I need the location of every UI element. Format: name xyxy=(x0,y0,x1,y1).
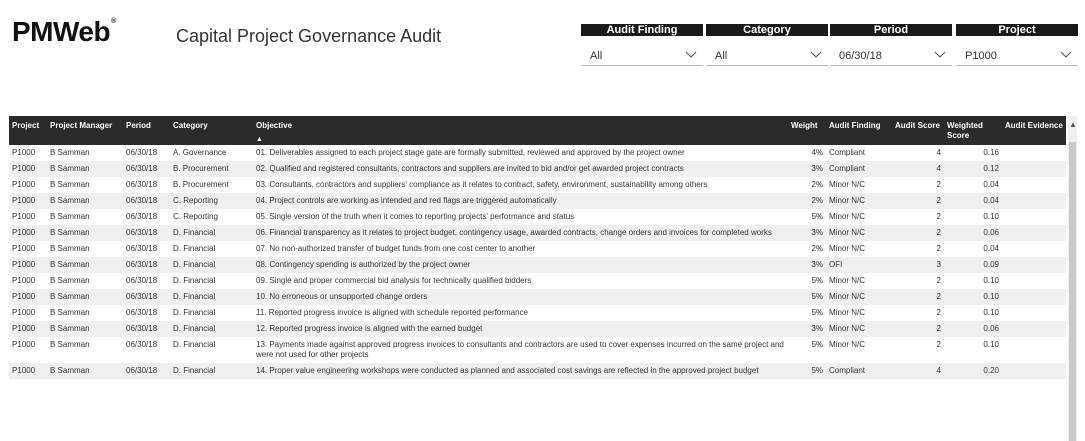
table-row[interactable] xyxy=(9,193,1066,209)
cell-project: P1000 xyxy=(9,161,47,177)
cell-objective: 01. Deliverables assigned to each project stage gate are formally submitted, reviewed and approved by the project owner xyxy=(253,145,788,161)
cell-audit-evidence xyxy=(1002,289,1066,305)
cell-category: D. Financial xyxy=(170,225,253,241)
cell-category: D. Financial xyxy=(170,273,253,289)
cell-audit-evidence xyxy=(1002,145,1066,161)
cell-weighted-score: 0.20 xyxy=(944,363,1002,379)
page-title: Capital Project Governance Audit xyxy=(176,26,442,46)
cell-audit-evidence xyxy=(1002,241,1066,257)
cell-weighted-score: 0.04 xyxy=(944,177,1002,193)
slicer-label: Category xyxy=(706,24,828,36)
cell-project-manager: B Samman xyxy=(47,305,123,321)
sort-ascending-icon: ▲ xyxy=(256,136,263,143)
cell-period: 06/30/18 xyxy=(123,241,170,257)
cell-audit-finding: Minor N/C xyxy=(826,337,892,363)
cell-period: 06/30/18 xyxy=(123,257,170,273)
cell-project: P1000 xyxy=(9,363,47,379)
cell-project-manager: B Samman xyxy=(47,321,123,337)
cell-weight: 3% xyxy=(788,321,826,337)
column-header-audit-score[interactable]: Audit Score xyxy=(892,116,944,145)
cell-weighted-score: 0.12 xyxy=(944,161,1002,177)
slicer-value: All xyxy=(715,50,728,62)
table-row[interactable] xyxy=(9,337,1066,363)
cell-audit-finding: Minor N/C xyxy=(826,209,892,225)
period-dropdown[interactable] xyxy=(830,45,952,66)
chevron-down-icon xyxy=(934,51,946,59)
cell-objective: 07. No non-authorized transfer of budget funds from one cost center to another xyxy=(253,241,788,257)
slicer-period[interactable] xyxy=(830,24,952,66)
cell-audit-score: 2 xyxy=(892,177,944,193)
cell-project: P1000 xyxy=(9,177,47,193)
slicer-label: Project xyxy=(956,24,1078,36)
cell-project: P1000 xyxy=(9,321,47,337)
cell-weighted-score: 0.04 xyxy=(944,241,1002,257)
cell-weight: 3% xyxy=(788,257,826,273)
cell-audit-evidence xyxy=(1002,209,1066,225)
table-row[interactable] xyxy=(9,363,1066,379)
cell-category: B. Procurement xyxy=(170,177,253,193)
cell-audit-finding: Minor N/C xyxy=(826,177,892,193)
cell-weight: 3% xyxy=(788,161,826,177)
cell-weighted-score: 0.04 xyxy=(944,193,1002,209)
scroll-up-icon[interactable]: ▲ xyxy=(1069,120,1077,129)
cell-period: 06/30/18 xyxy=(123,305,170,321)
cell-period: 06/30/18 xyxy=(123,273,170,289)
cell-period: 06/30/18 xyxy=(123,363,170,379)
cell-project-manager: B Samman xyxy=(47,145,123,161)
cell-period: 06/30/18 xyxy=(123,161,170,177)
cell-weight: 5% xyxy=(788,289,826,305)
cell-project: P1000 xyxy=(9,209,47,225)
cell-weight: 5% xyxy=(788,305,826,321)
cell-weight: 5% xyxy=(788,273,826,289)
cell-category: D. Financial xyxy=(170,305,253,321)
column-header-audit-finding[interactable]: Audit Finding xyxy=(826,116,892,145)
cell-audit-finding: OFI xyxy=(826,257,892,273)
cell-objective: 09. Single and proper commercial bid analysis for technically qualified bidders xyxy=(253,273,788,289)
table-row[interactable] xyxy=(9,289,1066,305)
slicer-value: 06/30/18 xyxy=(839,50,882,62)
cell-category: C. Reporting xyxy=(170,193,253,209)
chevron-down-icon xyxy=(810,51,822,59)
cell-category: D. Financial xyxy=(170,241,253,257)
cell-category: D. Financial xyxy=(170,321,253,337)
table-row[interactable] xyxy=(9,209,1066,225)
chevron-down-icon xyxy=(685,51,697,59)
cell-weighted-score: 0.10 xyxy=(944,305,1002,321)
column-header-objective[interactable] xyxy=(253,116,788,145)
cell-audit-finding: Minor N/C xyxy=(826,193,892,209)
column-header-period[interactable]: Period xyxy=(123,116,170,145)
cell-audit-evidence xyxy=(1002,225,1066,241)
cell-audit-finding: Compliant xyxy=(826,363,892,379)
registered-mark: ® xyxy=(111,18,116,25)
cell-project-manager: B Samman xyxy=(47,161,123,177)
cell-objective: 06. Financial transparency as it relates to project budget, contingency usage, awarded contracts, change orders and invoices for completed works xyxy=(253,225,788,241)
cell-objective: 13. Payments made against approved progress invoices to consultants and contractors are used to cover expenses incurred on the same project and were not used for other projects xyxy=(253,337,788,363)
cell-weighted-score: 0.10 xyxy=(944,289,1002,305)
cell-project-manager: B Samman xyxy=(47,177,123,193)
cell-project: P1000 xyxy=(9,289,47,305)
category-dropdown[interactable] xyxy=(706,45,828,66)
cell-objective: 14. Proper value engineering workshops were conducted as planned and associated cost savings are reflected in the approved project budget xyxy=(253,363,788,379)
cell-period: 06/30/18 xyxy=(123,289,170,305)
cell-category: A. Governance xyxy=(170,145,253,161)
cell-project: P1000 xyxy=(9,145,47,161)
audit-table xyxy=(9,116,1077,441)
cell-category: D. Financial xyxy=(170,257,253,273)
cell-audit-evidence xyxy=(1002,257,1066,273)
audit-finding-dropdown[interactable] xyxy=(581,45,703,66)
cell-category: D. Financial xyxy=(170,289,253,305)
cell-audit-finding: Minor N/C xyxy=(826,321,892,337)
cell-project: P1000 xyxy=(9,241,47,257)
table-row[interactable] xyxy=(9,225,1066,241)
cell-audit-finding: Minor N/C xyxy=(826,225,892,241)
cell-project: P1000 xyxy=(9,305,47,321)
table-header-row xyxy=(9,116,1066,145)
cell-audit-finding: Compliant xyxy=(826,145,892,161)
cell-project: P1000 xyxy=(9,257,47,273)
cell-category: D. Financial xyxy=(170,363,253,379)
table-row[interactable] xyxy=(9,305,1066,321)
cell-project: P1000 xyxy=(9,273,47,289)
cell-objective: 10. No erroneous or unsupported change orders xyxy=(253,289,788,305)
table-row[interactable] xyxy=(9,321,1066,337)
cell-project-manager: B Samman xyxy=(47,241,123,257)
project-dropdown[interactable] xyxy=(956,45,1078,66)
cell-project-manager: B Samman xyxy=(47,225,123,241)
column-header-project-manager[interactable]: Project Manager xyxy=(47,116,123,145)
cell-weight: 5% xyxy=(788,363,826,379)
table-row[interactable] xyxy=(9,273,1066,289)
cell-audit-score: 2 xyxy=(892,273,944,289)
cell-objective: 02. Qualified and registered consultants, contractors and suppliers are invited to bid and/or get awarded project contracts xyxy=(253,161,788,177)
scrollbar-thumb[interactable] xyxy=(1069,142,1076,441)
cell-audit-evidence xyxy=(1002,177,1066,193)
cell-period: 06/30/18 xyxy=(123,145,170,161)
slicer-label: Audit Finding xyxy=(581,24,703,36)
vertical-scrollbar[interactable] xyxy=(1068,116,1077,441)
cell-weighted-score: 0.09 xyxy=(944,257,1002,273)
cell-weighted-score: 0.10 xyxy=(944,209,1002,225)
cell-weight: 2% xyxy=(788,193,826,209)
cell-audit-evidence xyxy=(1002,337,1066,363)
cell-weight: 4% xyxy=(788,145,826,161)
cell-period: 06/30/18 xyxy=(123,337,170,363)
slicer-label: Period xyxy=(830,24,952,36)
cell-project: P1000 xyxy=(9,337,47,363)
table-row[interactable] xyxy=(9,145,1066,161)
cell-objective: 11. Reported progress invoice is aligned with schedule reported performance xyxy=(253,305,788,321)
cell-audit-finding: Minor N/C xyxy=(826,241,892,257)
slicer-value: P1000 xyxy=(965,50,997,62)
cell-weight: 3% xyxy=(788,225,826,241)
cell-project-manager: B Samman xyxy=(47,289,123,305)
cell-project-manager: B Samman xyxy=(47,209,123,225)
column-label: Objective xyxy=(256,121,293,130)
cell-audit-finding: Compliant xyxy=(826,161,892,177)
cell-audit-score: 2 xyxy=(892,193,944,209)
cell-objective: 08. Contingency spending is authorized by the project owner xyxy=(253,257,788,273)
cell-audit-score: 4 xyxy=(892,363,944,379)
cell-project-manager: B Samman xyxy=(47,257,123,273)
cell-category: C. Reporting xyxy=(170,209,253,225)
cell-audit-finding: Minor N/C xyxy=(826,305,892,321)
cell-audit-finding: Minor N/C xyxy=(826,289,892,305)
cell-audit-score: 2 xyxy=(892,305,944,321)
cell-audit-evidence xyxy=(1002,363,1066,379)
table-row[interactable] xyxy=(9,177,1066,193)
cell-period: 06/30/18 xyxy=(123,177,170,193)
cell-weight: 2% xyxy=(788,177,826,193)
column-header-project[interactable]: Project xyxy=(9,116,47,145)
cell-weighted-score: 0.10 xyxy=(944,337,1002,363)
cell-audit-score: 2 xyxy=(892,225,944,241)
slicer-audit-finding[interactable] xyxy=(581,24,703,66)
cell-objective: 05. Single version of the truth when it comes to reporting projects' performance and status xyxy=(253,209,788,225)
cell-weighted-score: 0.10 xyxy=(944,273,1002,289)
cell-audit-score: 2 xyxy=(892,337,944,363)
chevron-down-icon xyxy=(1060,51,1072,59)
cell-project-manager: B Samman xyxy=(47,273,123,289)
cell-category: D. Financial xyxy=(170,337,253,363)
cell-audit-evidence xyxy=(1002,161,1066,177)
cell-project-manager: B Samman xyxy=(47,363,123,379)
cell-period: 06/30/18 xyxy=(123,209,170,225)
cell-weight: 5% xyxy=(788,337,826,363)
cell-audit-evidence xyxy=(1002,193,1066,209)
cell-weight: 2% xyxy=(788,241,826,257)
cell-objective: 03. Consultants, contractors and suppliers' compliance as it relates to contract, safety, environment, sustainability among others xyxy=(253,177,788,193)
column-header-audit-evidence[interactable]: Audit Evidence xyxy=(1002,116,1066,145)
cell-project: P1000 xyxy=(9,225,47,241)
cell-audit-score: 2 xyxy=(892,209,944,225)
cell-project: P1000 xyxy=(9,193,47,209)
cell-audit-score: 4 xyxy=(892,161,944,177)
slicer-project[interactable] xyxy=(956,24,1078,66)
pmweb-logo xyxy=(12,16,116,48)
cell-audit-evidence xyxy=(1002,321,1066,337)
cell-audit-score: 3 xyxy=(892,257,944,273)
cell-audit-score: 2 xyxy=(892,241,944,257)
cell-audit-evidence xyxy=(1002,305,1066,321)
slicer-value: All xyxy=(590,50,603,62)
cell-objective: 04. Project controls are working as intended and red flags are triggered automatically xyxy=(253,193,788,209)
cell-objective: 12. Reported progress invoice is aligned with the earned budget xyxy=(253,321,788,337)
column-header-weighted-score[interactable]: Weighted Score xyxy=(944,116,1002,145)
cell-project-manager: B Samman xyxy=(47,337,123,363)
logo-text: PMWeb xyxy=(12,16,111,47)
cell-period: 06/30/18 xyxy=(123,321,170,337)
column-header-category[interactable]: Category xyxy=(170,116,253,145)
cell-weight: 5% xyxy=(788,209,826,225)
cell-period: 06/30/18 xyxy=(123,225,170,241)
cell-weighted-score: 0.16 xyxy=(944,145,1002,161)
slicer-category[interactable] xyxy=(706,24,828,66)
column-header-weight[interactable]: Weight xyxy=(788,116,826,145)
table-body xyxy=(9,145,1066,379)
cell-weighted-score: 0.06 xyxy=(944,225,1002,241)
cell-period: 06/30/18 xyxy=(123,193,170,209)
table-row[interactable] xyxy=(9,161,1066,177)
cell-audit-score: 2 xyxy=(892,321,944,337)
cell-audit-evidence xyxy=(1002,273,1066,289)
table-row[interactable] xyxy=(9,241,1066,257)
table-row[interactable] xyxy=(9,257,1066,273)
cell-weighted-score: 0.06 xyxy=(944,321,1002,337)
cell-audit-score: 2 xyxy=(892,289,944,305)
cell-audit-finding: Minor N/C xyxy=(826,273,892,289)
cell-project-manager: B Samman xyxy=(47,193,123,209)
cell-audit-score: 4 xyxy=(892,145,944,161)
cell-category: B. Procurement xyxy=(170,161,253,177)
